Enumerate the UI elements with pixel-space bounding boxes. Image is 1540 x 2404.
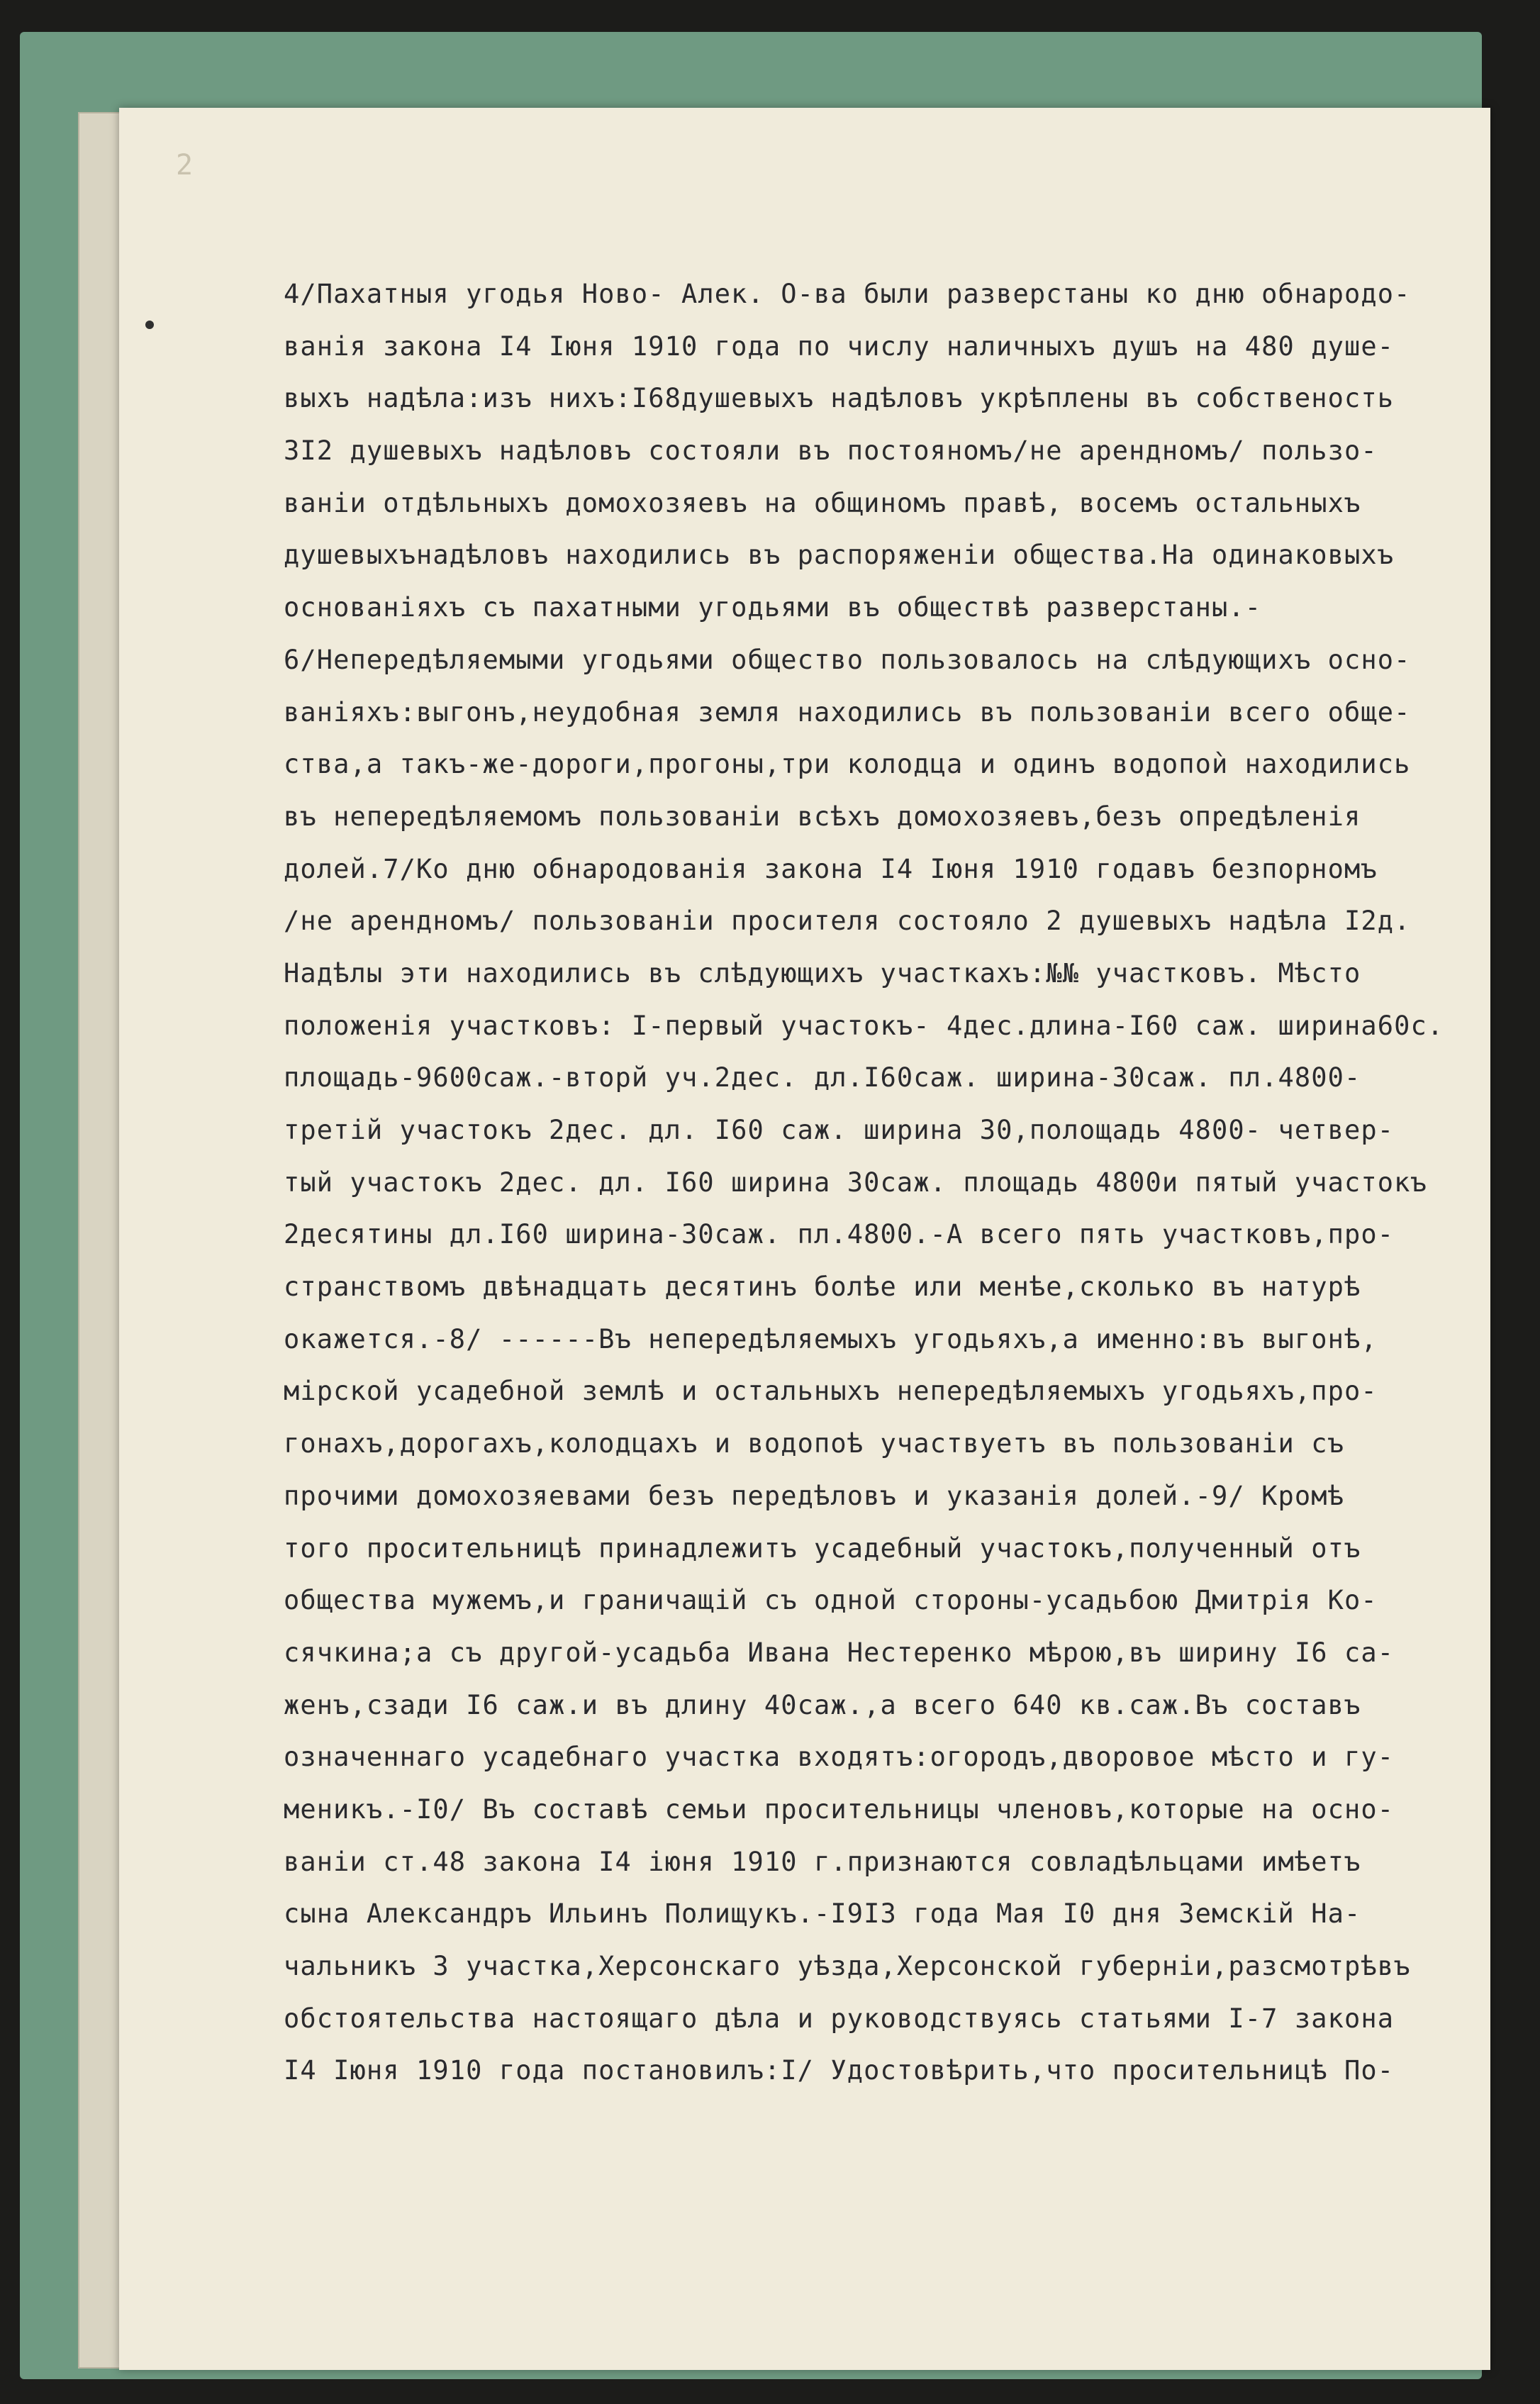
text-line: долей.7/Ко дню обнародованія закона I4 Іюня 1910 годавъ безпорномъ	[284, 853, 1378, 884]
text-line: выхъ надѣла:изъ нихъ:I68душевыхъ надѣловъ укрѣплены въ собственость	[284, 383, 1395, 414]
text-line: 2десятины дл.I60 ширина-30саж. пл.4800.-А всего пять участковъ,про-	[284, 1219, 1395, 1250]
text-line: ваніи ст.48 закона I4 іюня 1910 г.признаются совладѣльцами имѣетъ	[284, 1846, 1361, 1877]
text-line: основаніяхъ съ пахатными угодьями въ обществѣ разверстаны.-	[284, 592, 1262, 623]
text-line: тый участокъ 2дес. дл. I60 ширина 30саж. площадь 4800и пятый участокъ	[284, 1167, 1427, 1198]
text-line: мірской усадебной землѣ и остальныхъ непередѣляемыхъ угодьяхъ,про-	[284, 1376, 1378, 1407]
text-line: третій участокъ 2дес. дл. I60 саж. ширина 30,полощадь 4800- четвер-	[284, 1115, 1395, 1145]
text-line: чальникъ 3 участка,Херсонскаго уѣзда,Херсонской губерніи,разсмотрѣвъ	[284, 1951, 1411, 1981]
text-line: гонахъ,дорогахъ,колодцахъ и водопоѣ участвуетъ въ пользованіи съ	[284, 1428, 1345, 1459]
text-line: Надѣлы эти находились въ слѣдующихъ участкахъ:№№ участковъ. Мѣсто	[284, 957, 1361, 989]
text-line: обстоятельства настоящаго дѣла и руководствуясь статьями I-7 закона	[284, 2003, 1395, 2034]
text-line: странствомъ двѣнадцать десятинъ болѣе или менѣе,сколько въ натурѣ	[284, 1271, 1361, 1303]
text-line: площадь-9600саж.-вторй уч.2дес. дл.I60саж. ширина-30саж. пл.4800-	[284, 1062, 1361, 1094]
punch-hole-mark	[145, 321, 154, 329]
text-line: ваніяхъ:выгонъ,неудобная земля находились въ пользованіи всего обще-	[284, 696, 1411, 728]
text-line: сячкина;а съ другой-усадьба Ивана Нестеренко мѣрою,въ ширину I6 са-	[284, 1637, 1395, 1668]
text-line: душевыхънадѣловъ находились въ распоряженіи общества.На одинаковыхъ	[284, 540, 1395, 571]
text-line: /не арендномъ/ пользованіи просителя состояло 2 душевыхъ надѣла I2д.	[284, 906, 1411, 937]
text-line: меникъ.-I0/ Въ составѣ семьи просительницы членовъ,которые на осно-	[284, 1793, 1395, 1825]
text-line: 3I2 душевыхъ надѣловъ состояли въ постояномъ/не арендномъ/ пользо-	[284, 435, 1378, 467]
text-line: 4/Пахатныя угодья Ново- Алек. О-ва были разверстаны ко дню обнародо-	[284, 279, 1411, 309]
text-line: окажется.-8/ ------Въ непередѣляемыхъ угодьяхъ,а именно:въ выгонѣ,	[284, 1323, 1378, 1354]
text-line: общества мужемъ,и граничащій съ одной стороны-усадьбою Дмитрія Ко-	[284, 1585, 1378, 1616]
text-line: того просительницѣ принадлежитъ усадебный участокъ,полученный отъ	[284, 1532, 1361, 1564]
text-line: прочими домохозяевами безъ передѣловъ и указанія долей.-9/ Кромѣ	[284, 1480, 1345, 1511]
text-line: ства,а такъ-же-дороги,прогоны,три колодца и одинъ водопоѝ находились	[284, 749, 1411, 780]
text-line: сына Александръ Ильинъ Полищукъ.-I9I3 года Мая I0 дня Земскій На-	[284, 1898, 1361, 1930]
text-line: означеннаго усадебнаго участка входятъ:огородъ,дворовое мѣсто и гу-	[284, 1742, 1395, 1773]
text-line: ванія закона I4 Іюня 1910 года по числу наличныхъ душъ на 480 душе-	[284, 330, 1395, 362]
text-line: положенія участковъ: I-первый участокъ- 4дес.длина-I60 саж. ширина60с.	[284, 1010, 1444, 1041]
text-line: I4 Іюня 1910 года постановилъ:I/ Удостовѣрить,что просительницѣ По-	[284, 2055, 1395, 2086]
page-number-mark: 2	[176, 149, 194, 182]
text-line: въ непередѣляемомъ пользованіи всѣхъ домохозяевъ,безъ опредѣленія	[284, 801, 1361, 832]
typed-text-block	[284, 268, 1489, 2097]
text-line: женъ,сзади I6 саж.и въ длину 40саж.,а всего 640 кв.саж.Въ составъ	[284, 1689, 1361, 1720]
text-line: ваніи отдѣльныхъ домохозяевъ на общиномъ правѣ, восемъ остальныхъ	[284, 487, 1361, 518]
text-line: 6/Непередѣляемыми угодьями общество пользовалось на слѣдующихъ осно-	[284, 644, 1411, 675]
